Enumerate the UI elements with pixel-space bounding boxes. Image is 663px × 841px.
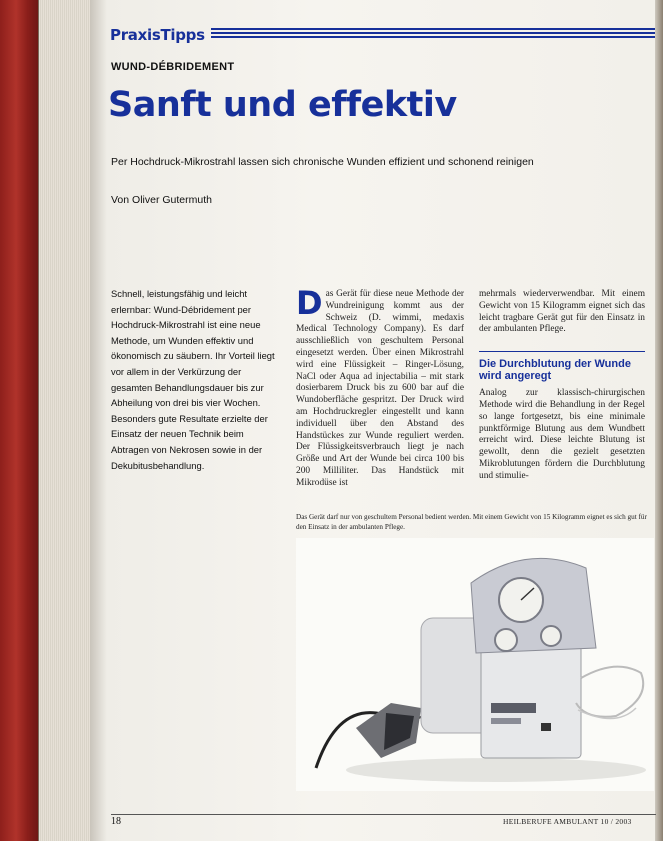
article-title: Sanft und effektiv (108, 85, 457, 125)
photo-caption: Das Gerät darf nur von geschultem Personal bedient werden. Mit einem Gewicht von 15 Kilogramm eignet es sich gut für den Einsatz in der ambulanten Pflege. (296, 513, 647, 531)
page-fold-shadow (655, 0, 663, 841)
subheading: Die Durchblutung der Wunde wird angeregt (479, 358, 631, 383)
device-photo (296, 538, 654, 791)
subheading-block (479, 351, 645, 382)
article-byline: Von Oliver Gutermuth (111, 194, 212, 206)
header-rule (211, 28, 655, 44)
drop-cap: D (296, 284, 323, 322)
page-edges (38, 0, 91, 841)
page-number: 18 (111, 816, 121, 827)
wound-debridement-device-illustration (296, 538, 654, 791)
journal-name: HEILBERUFE AMBULANT 10 / 2003 (503, 817, 632, 826)
article-subtitle: Per Hochdruck-Mikrostrahl lassen sich chronische Wunden effizient und schonend reinigen (111, 156, 534, 168)
body-text-3: Analog zur klassisch-chirurgischen Methode wird die Behandlung in der Regel so lange fortgesetzt, bis eine minimale punktförmige Blutung aus dem Wundbett erreicht wird. Diese leichte Blutung ist gewollt, denn die gezielt gesetzten Mikroblutungen fördern die Durchblutung und stimulie- (479, 388, 645, 481)
body-column-1 (296, 284, 464, 490)
body-text-1: as Gerät für diese neue Methode der Wundreinigung kommt aus der Schweiz (D. wimmi, medaxis Medical Technology Company). Es darf ausschließlich von geschultem Personal eingesetzt werden. Über einen Mikrostrahl wird eine Flüssigkeit – Ringer-Lösung, NaCl oder Aqua ad injectabilia – mit stark dosierbarem Druck bis zu 600 bar auf die Wundoberfläche gespritzt. Der Druck wird am Hochdruckregler eingestellt und kann individuell über den Abstand des Handstückes zur Wunde reguliert werden. Der Flüssigkeitsverbrauch liegt je nach Größe und Art der Wunde bei circa 100 bis 200 Milliliter. Das Handstück mit Mikrodüse ist (296, 289, 464, 488)
article-kicker: WUND-DÉBRIDEMENT (111, 61, 235, 73)
body-text-2: mehrmals wiederverwendbar. Mit einem Gewicht von 15 Kilogramm eignet sich das leicht tragbare Gerät gut für den Einsatz in der ambulanten Pflege. (479, 289, 645, 335)
article-teaser: Schnell, leistungsfähig und leicht erlernbar: Wund-Débridement per Hochdruck-Mikrostrahl ist eine neue Methode, um Wunden effektiv und ökonomisch zu säubern. Ihr Vorteil liegt vor allem in der Verkürzung der gesamten Behandlungsdauer bis zur Abheilung von drei bis vier Wochen. Besonders gute Resultate erzielte der Einsatz der neuen Technik beim Abtragen von Nekrosen sowie in der Dekubitusbehandlung. (111, 288, 275, 471)
section-header (110, 26, 655, 46)
body-column-2 (479, 289, 645, 483)
section-label: PraxisTipps (110, 26, 205, 44)
footer-rule (111, 814, 656, 815)
